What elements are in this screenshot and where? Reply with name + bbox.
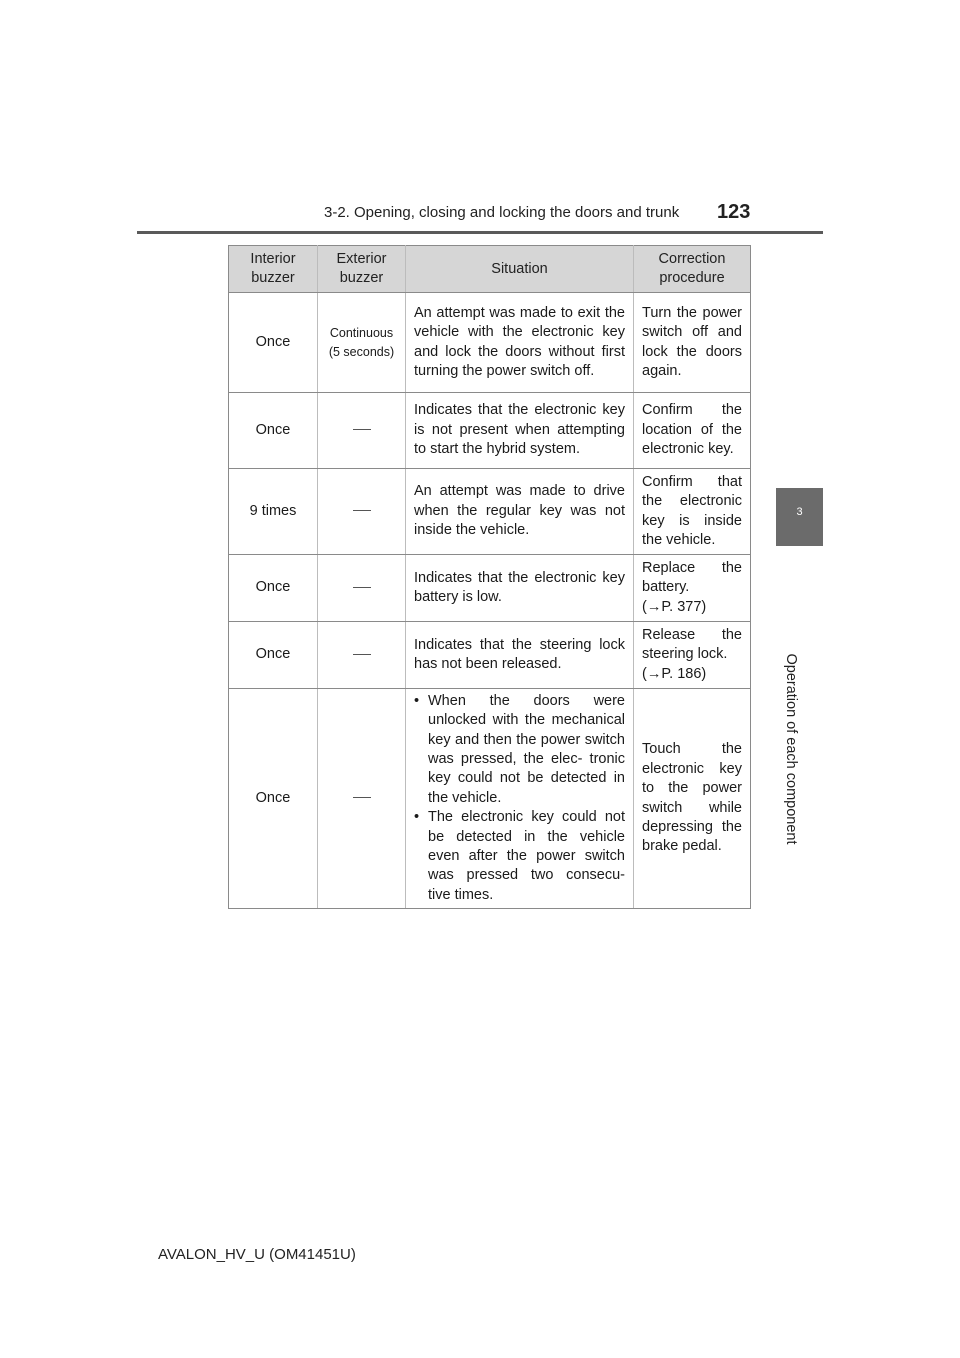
exterior-buzzer-line1: Continuous <box>329 325 394 340</box>
dash-mark <box>353 587 371 588</box>
exterior-buzzer-cell <box>318 293 406 393</box>
situation-cell <box>406 689 634 909</box>
buzzer-warning-table <box>228 245 751 909</box>
exterior-buzzer-cell <box>318 393 406 469</box>
header-situation: Situation <box>406 246 634 293</box>
correction-cell: Confirm that the electronic key is inside the vehicle. <box>634 469 751 555</box>
model-code: AVALON_HV_U (OM41451U) <box>158 1246 356 1263</box>
exterior-buzzer-cell <box>318 555 406 622</box>
table-row <box>229 622 751 689</box>
correction-cell <box>634 622 751 689</box>
correction-text: Release the steering lock. <box>642 626 742 663</box>
exterior-buzzer-cell <box>318 469 406 555</box>
table-row <box>229 469 751 555</box>
situation-bullet: • The electronic key could not be detected in the vehicle even after the power switch was pressed two consecu- tive times. <box>414 808 625 905</box>
exterior-buzzer-line2: (5 seconds) <box>328 344 395 359</box>
header-interior-line1: Interior <box>250 251 296 267</box>
table-row <box>229 689 751 909</box>
header-correction-procedure <box>634 246 751 293</box>
dash-mark <box>353 429 371 430</box>
interior-buzzer-cell: Once <box>229 622 318 689</box>
situation-bullet-list <box>414 692 625 905</box>
header-rule <box>137 231 823 234</box>
header-interior-buzzer <box>229 246 318 293</box>
header-correction-line2: procedure <box>659 270 725 286</box>
situation-bullet: • When the doors were unlocked with the mechanical key and then the power switch was pressed, the elec- tronic key could not be detected in the vehicle. <box>414 692 625 808</box>
table-row <box>229 393 751 469</box>
dash-mark <box>353 797 371 798</box>
situation-cell: An attempt was made to exit the vehicle with the electronic key and lock the doors without first turning the power switch off. <box>406 293 634 393</box>
dash-mark <box>353 654 371 655</box>
header-exterior-line1: Exterior <box>336 251 387 267</box>
correction-cell <box>634 555 751 622</box>
page-number: 123 <box>717 201 751 223</box>
header-exterior-line2: buzzer <box>339 270 384 286</box>
header-interior-line2: buzzer <box>251 270 295 286</box>
chapter-number: 3 <box>796 506 803 518</box>
table-header-row <box>229 246 751 293</box>
situation-cell: Indicates that the electronic key is not present when attempting to start the hybrid system. <box>406 393 634 469</box>
header-correction-line1: Correction <box>658 251 726 267</box>
page-reference: (→P. 377) <box>642 598 707 615</box>
section-title: 3-2. Opening, closing and locking the doors and trunk <box>324 204 680 221</box>
chapter-label: Operation of each component <box>783 653 799 845</box>
interior-buzzer-cell: Once <box>229 293 318 393</box>
dash-mark <box>353 510 371 511</box>
exterior-buzzer-cell <box>318 622 406 689</box>
interior-buzzer-cell: Once <box>229 555 318 622</box>
correction-cell: Touch the electronic key to the power switch while depressing the brake pedal. <box>634 689 751 909</box>
correction-cell: Confirm the location of the electronic key. <box>634 393 751 469</box>
situation-cell: Indicates that the electronic key battery is low. <box>406 555 634 622</box>
page-reference: (→P. 186) <box>642 665 707 682</box>
correction-text: Replace the battery. <box>642 559 742 596</box>
table-row <box>229 555 751 622</box>
interior-buzzer-cell: 9 times <box>229 469 318 555</box>
situation-cell: Indicates that the steering lock has not been released. <box>406 622 634 689</box>
table-row <box>229 293 751 393</box>
situation-cell: An attempt was made to drive when the regular key was not inside the vehicle. <box>406 469 634 555</box>
interior-buzzer-cell: Once <box>229 689 318 909</box>
header-exterior-buzzer <box>318 246 406 293</box>
exterior-buzzer-cell <box>318 689 406 909</box>
chapter-tab <box>776 488 823 546</box>
interior-buzzer-cell: Once <box>229 393 318 469</box>
correction-cell: Turn the power switch off and lock the doors again. <box>634 293 751 393</box>
